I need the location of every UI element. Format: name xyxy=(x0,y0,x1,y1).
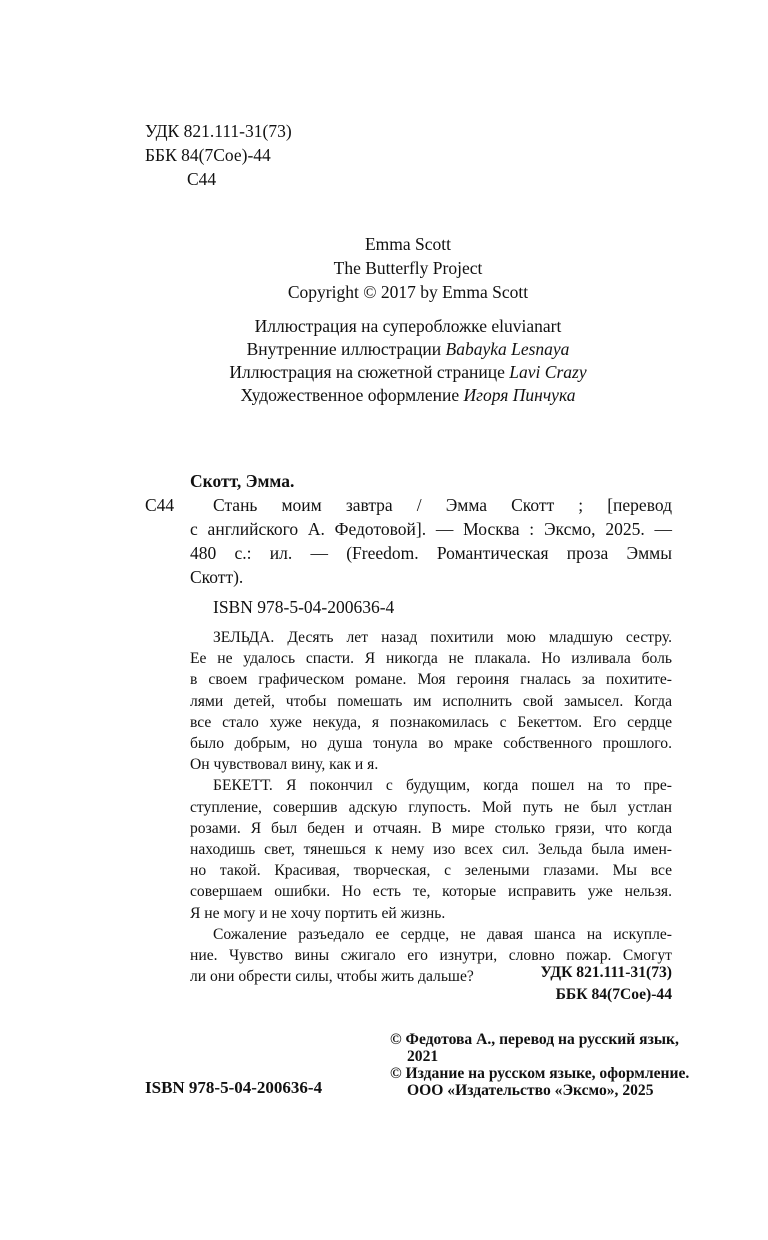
credit-role: Внутренние иллюстрации xyxy=(246,339,446,359)
credit-role: Художественное оформление xyxy=(240,385,464,405)
copyright-line: 2021 xyxy=(407,1048,439,1065)
bbk-code: ББК 84(7Сое)-44 xyxy=(145,145,271,165)
annotation-line: Я не могу и не хочу портить ей жизнь. xyxy=(190,904,446,922)
credit-role: Иллюстрация на суперобложке eluvianart xyxy=(254,316,562,336)
record-line: с английского А. Федотовой]. — Москва : Эксмо, 2025. — xyxy=(190,519,672,539)
copyright-line: © Федотова А., перевод на русский язык, xyxy=(390,1031,679,1048)
copyright-line: ООО «Издательство «Эксмо», 2025 xyxy=(407,1082,654,1099)
record-heading: Скотт, Эмма. xyxy=(190,471,295,491)
credit-name: Игоря Пинчука xyxy=(463,385,576,405)
annotation-line: ли они обрести силы, чтобы жить дальше? xyxy=(190,968,474,986)
credit-name: Lavi Crazy xyxy=(509,362,587,382)
footer-bbk: ББК 84(7Сое)-44 xyxy=(555,986,672,1003)
annotation-line: было добрым, но душа тонула во мраке собственного прошлого. xyxy=(190,735,672,752)
record-line: Скотт). xyxy=(190,567,244,587)
credit-role: Иллюстрация на сюжетной странице xyxy=(229,362,510,382)
annotation-line: находишь свет, тянешься к нему изо всех сил. Зельда была имен- xyxy=(190,841,672,858)
annotation-line: Сожаление разъедало ее сердце, не давая шанса на искупле- xyxy=(213,925,672,943)
annotation-line: все стало хуже некуда, я познакомилась с Бекеттом. Его сердце xyxy=(190,713,672,731)
annotation-line: совершаем ошибки. Но есть те, которые исправить уже нельзя. xyxy=(190,883,672,901)
record-line: 480 с.: ил. — (Freedom. Романтическая проза Эммы xyxy=(190,543,672,563)
footer-isbn: ISBN 978-5-04-200636-4 xyxy=(145,1078,323,1097)
record-mark: С44 xyxy=(145,495,175,515)
annotation-line: но такой. Красивая, творческая, с зелеными глазами. Мы все xyxy=(190,862,672,880)
annotation-line: в своем графическом романе. Моя героиня гналась за похитите- xyxy=(190,671,672,689)
annotation-line: лями детей, чтобы помешать им исполнить свой замысел. Когда xyxy=(190,692,672,710)
illustration-credit xyxy=(158,364,658,382)
original-title: The Butterfly Project xyxy=(333,258,483,278)
original-copyright: Copyright © 2017 by Emma Scott xyxy=(287,282,529,302)
author-mark: С44 xyxy=(187,169,217,189)
annotation-line: БЕКЕТТ. Я покончил с будущим, когда пошел на то пре- xyxy=(213,777,672,795)
annotation-line: Ее не удалось спасти. Я никогда не плакала. Но изливала боль xyxy=(190,650,672,668)
annotation-line: ступление, совершив адскую глупость. Мой путь не был устлан xyxy=(190,798,672,816)
record-line: Стань моим завтра / Эмма Скотт ; [перевод xyxy=(213,495,672,515)
credit-name: Babayka Lesnaya xyxy=(445,339,570,359)
illustration-credit xyxy=(158,318,658,336)
annotation-line: ние. Чувство вины сжигало его изнутри, словно пожар. Смогут xyxy=(190,947,672,964)
annotation-line: Он чувствовал вину, как и я. xyxy=(190,756,379,774)
copyright-line: © Издание на русском языке, оформление. xyxy=(390,1065,690,1082)
illustration-credit xyxy=(158,387,658,405)
annotation-line: ЗЕЛЬДА. Десять лет назад похитили мою младшую сестру. xyxy=(213,629,672,646)
footer-udk: УДК 821.111-31(73) xyxy=(540,964,672,981)
record-isbn: ISBN 978-5-04-200636-4 xyxy=(213,597,395,617)
original-author: Emma Scott xyxy=(364,234,452,254)
udk-code: УДК 821.111-31(73) xyxy=(145,121,292,141)
annotation-line: розами. Я был беден и отчаян. В мире столько грязи, что когда xyxy=(190,819,672,837)
illustration-credit xyxy=(158,341,658,359)
